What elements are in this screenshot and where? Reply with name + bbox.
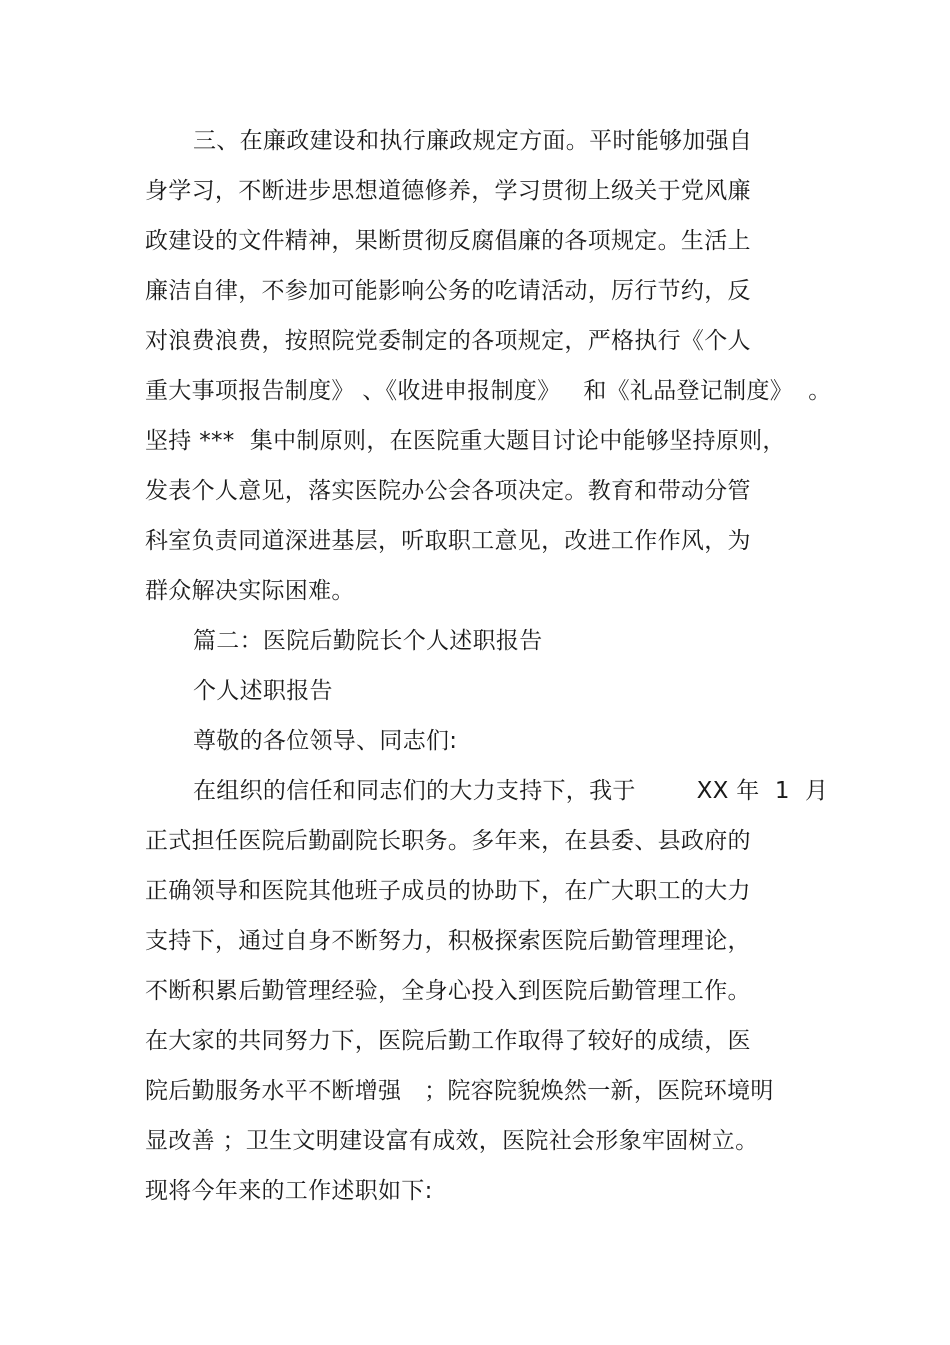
paragraph-line-20: 院后勤服务水平不断增强 ；院容院貌焕然一新，医院环境明 — [145, 1078, 774, 1104]
paragraph-line-19: 在大家的共同努力下，医院后勤工作取得了较好的成绩，医 — [145, 1028, 751, 1054]
paragraph-line-5: 对浪费浪费，按照院党委制定的各项规定，严格执行《个人 — [145, 328, 751, 354]
paragraph-line-2: 身学习，不断进步思想道德修养，学习贯彻上级关于党风廉 — [145, 178, 751, 204]
paragraph-line-6: 重大事项报告制度》 、《收进申报制度》 和《礼品登记制度》 。 — [145, 378, 832, 404]
paragraph-line-17: 支持下，通过自身不断努力，积极探索医院后勤管理理论， — [145, 928, 751, 954]
paragraph-line-7: 坚持 *** 集中制原则，在医院重大题目讨论中能够坚持原则， — [145, 428, 786, 454]
paragraph-line-9: 科室负责同道深进基层，听取职工意见，改进工作作风，为 — [145, 528, 751, 554]
paragraph-line-3: 政建设的文件精神，果断贯彻反腐倡廉的各项规定。生活上 — [145, 228, 751, 254]
section-heading: 篇二：医院后勤院长个人述职报告 — [193, 628, 543, 654]
paragraph-line-1: 三、在廉政建设和执行廉政规定方面。平时能够加强自 — [193, 128, 753, 154]
paragraph-line-22: 现将今年来的工作述职如下: — [145, 1178, 433, 1204]
salutation: 尊敬的各位领导、同志们: — [193, 728, 458, 754]
paragraph-line-15: 正式担任医院后勤副院长职务。多年来，在县委、县政府的 — [145, 828, 751, 854]
paragraph-line-4: 廉洁自律，不参加可能影响公务的吃请活动，厉行节约，反 — [145, 278, 751, 304]
paragraph-line-8: 发表个人意见，落实医院办公会各项决定。教育和带动分管 — [145, 478, 751, 504]
paragraph-line-16: 正确领导和医院其他班子成员的协助下，在广大职工的大力 — [145, 878, 751, 904]
report-title: 个人述职报告 — [193, 678, 333, 704]
paragraph-line-18: 不断积累后勤管理经验，全身心投入到医院后勤管理工作。 — [145, 978, 751, 1004]
paragraph-line-21: 显改善 ；卫生文明建设富有成效，医院社会形象牢固树立。 — [145, 1128, 759, 1154]
paragraph-line-10: 群众解决实际困难。 — [145, 578, 355, 604]
paragraph-line-14: 在组织的信任和同志们的大力支持下，我于 XX 年 1 月 — [193, 778, 829, 804]
